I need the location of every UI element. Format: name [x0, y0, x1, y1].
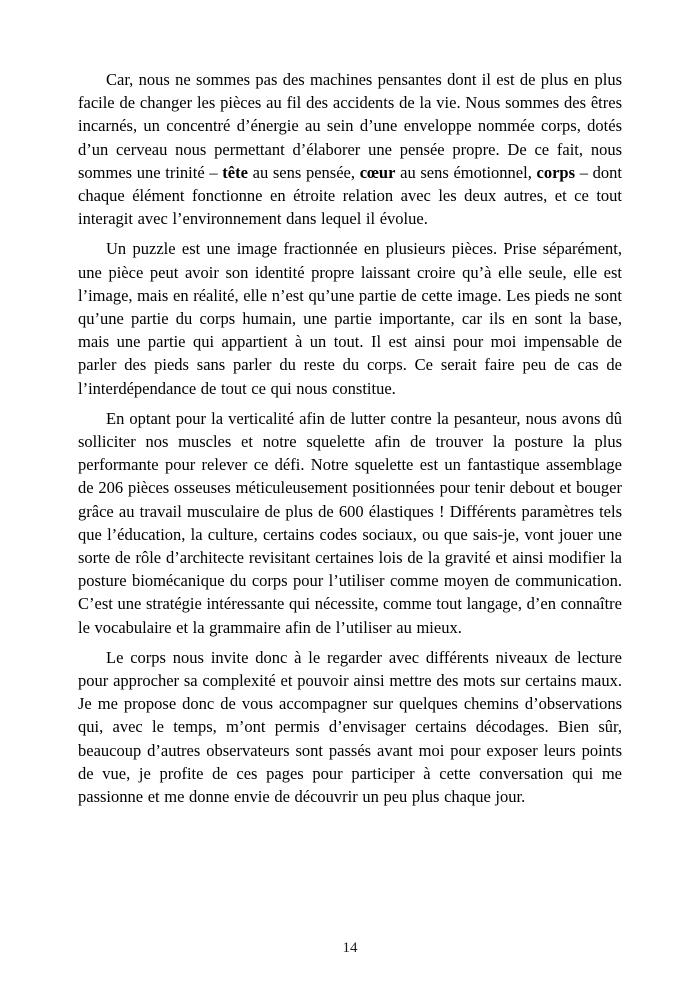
paragraph-2 [78, 237, 622, 399]
paragraph-1-run-6: – dont chaque élément fonctionne en étroite relation avec les deux autres, et ce tout interagit avec l’environnement dans lequel il évolue. [78, 162, 622, 229]
paragraph-3-run-0: En optant pour la verticalité afin de lutter contre la pesanteur, nous avons dû solliciter nos muscles et notre squelette afin de trouver la posture la plus performante pour relever ce défi. Notre squelette est un fantastique assemblage de 206 pièces osseuses méticuleusement positionnées pour tenir debout et bouger grâce au travail musculaire de plus de 600 élastiques ! Différents paramètres tels que l’éducation, la culture, certains codes sociaux, ou que sais-je, vont jouer une sorte de rôle d’architecte revisitant certaines lois de la gravité et ainsi modifier la posture biomécanique du corps pour l’utiliser comme moyen de communication. C’est une stratégie intéressante qui nécessite, comme tout langage, d’en connaître le vocabulaire et la grammaire afin de l’utiliser au mieux. [78, 408, 622, 637]
page-number: 14 [342, 940, 358, 956]
paragraph-4-run-0: Le corps nous invite donc à le regarder avec différents niveaux de lecture pour approcher sa complexité et pouvoir ainsi mettre des mots sur certains maux. Je me propose donc de vous accompagner sur quelques chemins d’observations qui, avec le temps, m’ont permis d’envisager certains décodages. Bien sûr, beaucoup d’autres observateurs sont passés avant moi pour exposer leurs points de vue, je profite de ces pages pour participer à cette conversation qui me passionne et me donne envie de découvrir un peu plus chaque jour. [78, 647, 622, 807]
paragraph-4 [78, 646, 622, 808]
paragraph-1-run-4: au sens émotionnel, [395, 162, 537, 182]
paragraph-2-run-0: Un puzzle est une image fractionnée en plusieurs pièces. Prise séparément, une pièce peut avoir son identité propre laissant croire qu’à elle seule, elle est l’image, mais en réalité, elle n’est qu’une partie de cette image. Les pieds ne sont qu’une partie du corps humain, une partie importante, car ils en sont la base, mais une partie qui appartient à un tout. Il est ainsi pour moi impensable de parler des pieds sans parler du reste du corps. Ce serait faire peu de cas de l’interdépendance de tout ce qui nous constitue. [78, 239, 622, 398]
paragraph-1 [78, 68, 622, 230]
page-footer [0, 940, 700, 957]
paragraph-3 [78, 407, 622, 639]
paragraph-1-run-5-bold: corps [536, 162, 576, 182]
paragraph-1-run-3-bold: cœur [359, 162, 396, 182]
paragraph-1-run-2: au sens pensée, [247, 162, 360, 182]
paragraph-1-run-1-bold: tête [222, 162, 248, 182]
paragraph-1-run-0: Car, nous ne sommes pas des machines pensantes dont il est de plus en plus facile de changer les pièces au fil des accidents de la vie. Nous sommes des êtres incarnés, un concentré d’énergie au sein d’une enveloppe nommée corps, dotés d’un cerveau nous permettant d’élaborer une pensée propre. De ce fait, nous sommes une trinité – [78, 70, 622, 182]
